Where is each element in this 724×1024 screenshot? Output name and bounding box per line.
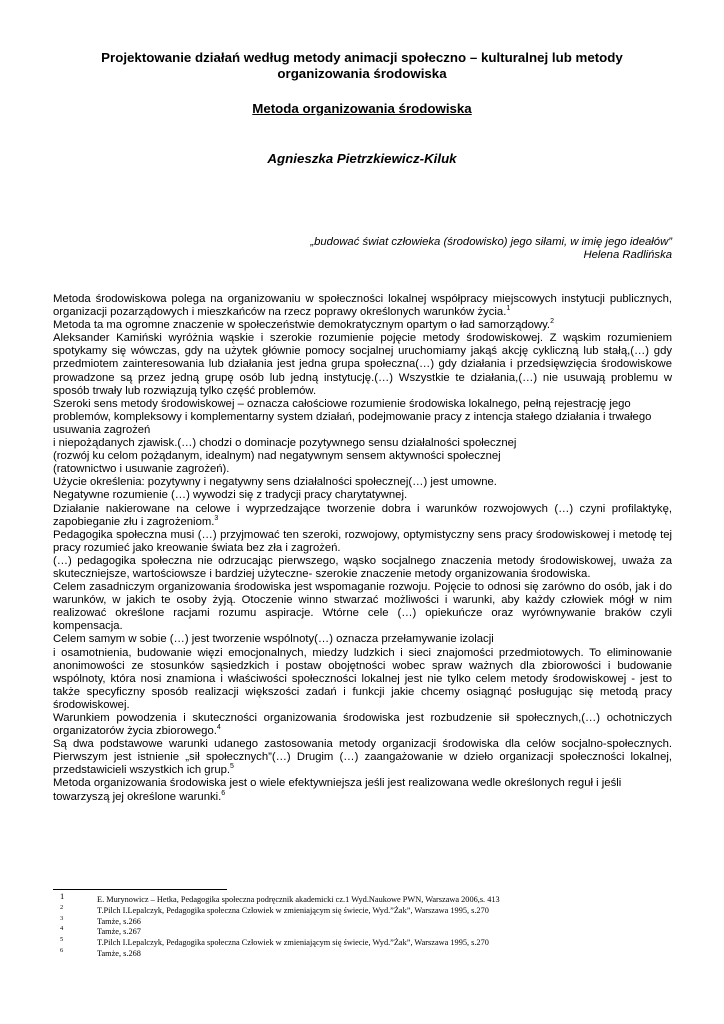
title-line-1: Projektowanie działań według metody animacji społeczno – kulturalnej lub metody: [101, 50, 623, 65]
paragraph: (…) pedagogika społeczna nie odrzucając pierwszego, wąsko socjalnego znaczenia metody środowiskowej, uważa za skuteczniejsze, wartościowsze i bardziej użyteczne- szerokie znaczenie metody organizowania środowiska.: [53, 554, 672, 580]
footnote: [60, 903, 680, 917]
footnote-number: 3: [60, 914, 64, 922]
footnote-number: 5: [60, 936, 64, 944]
footnote: [60, 891, 680, 906]
paragraph: Warunkiem powodzenia i skuteczności organizowania środowiska jest rozbudzenie sił społecznych,(…) ochotniczych organizatorów życia zbiorowego.$^4$: [53, 712, 672, 738]
footnote-text: Tamże, s.266: [97, 916, 141, 926]
footnote-number: 4: [60, 925, 64, 933]
paragraph: Aleksander Kamiński wyróżnia wąskie i szerokie rozumienie pojęcie metody środowiskowej. Z wąskim rozumieniem spotykamy się wówczas, gdy na użytek głównie pomocy socjalnej uruchomiamy jakąś akcję cykliczną lub stałą,(…) gdy przedmiotem zainteresowania lub działania jest jedna grupa społeczna(…) gdy działania i przedsięwzięcia środowiskowe prowadzone są przez jedną grupę osób lub jedną instytucję.(…) Wszystkie te działania,(…) nie usuwają problemu w sposób trwały lub rozwiązują tylko część problemów.: [53, 332, 672, 397]
epigraph-quote: „budować świat człowieka (środowisko) jego siłami, w imię jego ideałów”: [310, 236, 672, 248]
footnote-ref: 5: [230, 763, 234, 771]
epigraph-author: Helena Radlińska: [583, 249, 672, 261]
footnote-ref: 4: [216, 724, 221, 732]
footnote-number: 2: [60, 903, 64, 911]
paragraph: Użycie określenia: pozytywny i negatywny sens działalności społecznej(…) jest umowne.: [53, 476, 497, 489]
footnotes: [60, 891, 680, 960]
paragraph: (rozwój ku celom pożądanym, idealnym) nad negatywnym sensem aktywności społecznej: [53, 450, 501, 463]
footnote: [60, 938, 680, 949]
paragraph: Szeroki sens metody środowiskowej – oznacza całościowe rozumienie środowiska lokalnego, pełną rejestrację jego problemów, kompleksowy i komplementarny system działań, podejmowanie pracy z intencja stałego działania i trwałego usuwania zagrożeń: [53, 397, 652, 436]
footnote: [60, 914, 680, 928]
footnote-text: E. Murynowicz – Hetka, Pedagogika społeczna podręcznik akademicki cz.1 Wyd.Naukowe PWN, Warszawa 2006,s. 413: [97, 895, 500, 904]
footnote: [60, 927, 680, 938]
paragraph: i niepożądanych zjawisk.(…) chodzi o dominacje pozytywnego sensu działalności społecznej: [53, 437, 517, 450]
paragraph: Celem samym w sobie (…) jest tworzenie wspólnoty(…) oznacza przełamywanie izolacji: [53, 633, 494, 646]
footnote-text: Tamże, s.267: [97, 927, 141, 937]
body-text: [53, 293, 672, 804]
footnote-ref: 2: [550, 318, 554, 326]
footnote-divider: [53, 889, 227, 890]
paragraph: Negatywne rozumienie (…) wywodzi się z tradycji pracy charytatywnej.: [53, 489, 408, 502]
document-title: [60, 50, 664, 82]
footnote-ref: 6: [221, 789, 226, 797]
paragraph: i osamotnienia, budowanie więzi emocjonalnych, miedzy ludzkich i sieci znajomości przedmiotowych. To eliminowanie anonimowości ze stosunków sąsiedzkich i postaw obojętności wobec spraw ważnych dla zbiorowości i budowanie wspólnoty, która nosi znamiona i właściwości społeczności lokalnej jest nie tylko celem metody środowiskowej - jest to także specyficzny sposób realizacji większości zadań i funkcji jakie chcemy osiągnąć posługując się metodą pracy środowiskowej.: [53, 646, 672, 711]
footnote-number: 6: [60, 946, 64, 954]
paragraph: (ratownictwo i usuwanie zagrożeń).: [53, 463, 230, 476]
footnote-text: T.Pilch I.Lepalczyk, Pedagogika społeczna Człowiek w zmieniającym się świecie, Wyd.”Żak”, Warszawa 1995, s.270: [97, 938, 489, 948]
footnote-text: Tamże, s.268: [97, 948, 141, 958]
paragraph: Działanie nakierowane na celowe i wyprzedzające tworzenie dobra i warunków rozwojowych (…) czyni profilaktykę, zapobieganie złu i zagrożeniom.$^3$: [53, 502, 672, 528]
paragraph: Pedagogika społeczna musi (…) przyjmować ten szeroki, rozwojowy, optymistyczny sens pracy środowiskowej i metodę tej pracy rozumieć jako kreowanie świata bez zła i zagrożeń.: [53, 528, 672, 554]
document-author: Agnieszka Pietrzkiewicz-Kiluk: [267, 151, 457, 166]
footnote-number: 1: [60, 891, 65, 901]
footnote-text: T.Pilch I.Lepalczyk, Pedagogika społeczna Człowiek w zmieniającym się świecie, Wyd.”Żak”, Warszawa 1995, s.270: [97, 905, 489, 915]
title-line-2: organizowania środowiska: [277, 66, 447, 81]
paragraph: Metoda organizowania środowiska jest o wiele efektywniejsza jeśli jest realizowana wedle określonych reguł i jeśli towarzyszą jej określone warunki.$^6$: [53, 777, 622, 803]
footnote-ref: 3: [214, 514, 219, 522]
paragraph: Metoda ta ma ogromne znaczenie w społeczeństwie demokratycznym opartym o ład samorządowy.$^2$: [53, 318, 554, 332]
paragraph: Są dwa podstawowe warunki udanego zastosowania metody organizacji środowiska dla celów socjalno-społecznych. Pierwszym jest istnienie „sił społecznych”(…) Drugim (…) zaangażowanie w dzieło organizacji społeczności lokalnej, przedstawicieli wszystkich ich grup.$^5$: [53, 738, 672, 777]
footnote: [60, 946, 680, 960]
epigraph: [172, 236, 672, 262]
paragraph: Metoda środowiskowa polega na organizowaniu w społeczności lokalnej współpracy miejscowych instytucji publicznych, organizacji pozarządowych i mieszkańców na rzecz poprawy określonych warunków życia.$^1$: [53, 293, 672, 319]
paragraph: Celem zasadniczym organizowania środowiska jest wspomaganie rozwoju. Pojęcie to odnosi się zarówno do osób, jak i do warunków, w jakich te osoby żyją. Otoczenie winno stwarzać możliwości i warunki, aby każdy człowiek mógł w nim realizować określone racjami rozumu aspiracje. Wtórne cele (…) opiekuńcze oraz wyrównywanie braków czyli kompensacja.: [53, 581, 672, 633]
document-subtitle: Metoda organizowania środowiska: [252, 101, 472, 116]
footnote-ref: 1: [506, 305, 511, 313]
